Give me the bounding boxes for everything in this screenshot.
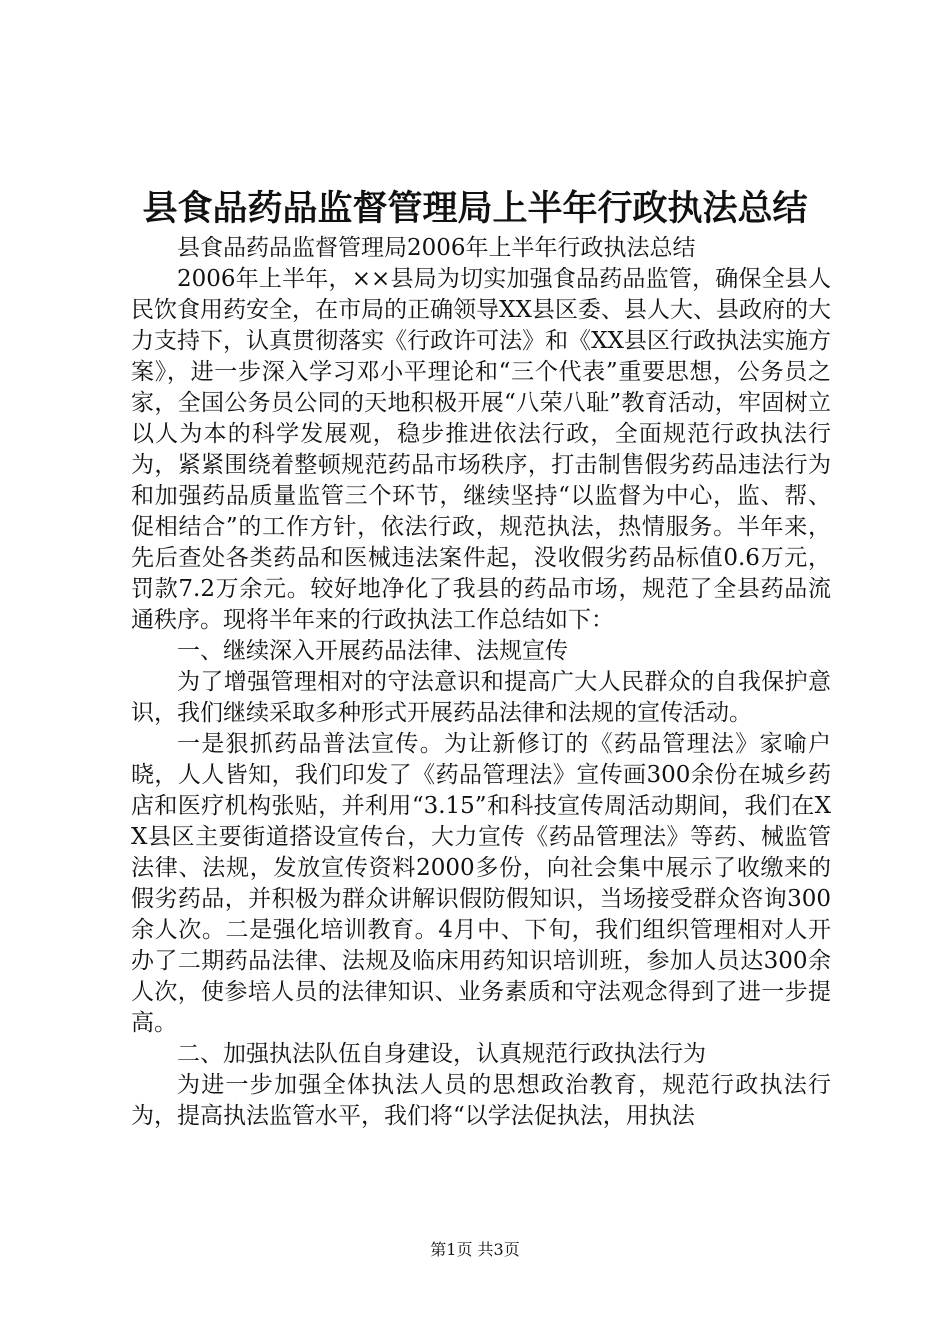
paragraph-intro: 2006年上半年，××县局为切实加强食品药品监管，确保全县人民饮食用药安全，在市局的正确领导XX县区委、县人大、县政府的大力支持下，认真贯彻落实《行政许可法》和《XX县区行政执法实施方案》，进一步深入学习邓小平理论和“三个代表”重要思想，公务员之家，全国公务员公同的天地积极开展“八荣八耻”教育活动，牢固树立以人为本的科学发展观，稳步推进依法行政，全面规范行政执法行为，紧紧围绕着整顿规范药品市场秩序，打击制售假劣药品违法行为和加强药品质量监管三个环节，继续坚持“以监督为中心，监、帮、促相结合”的工作方针，依法行政，规范执法，热情服务。半年来，先后查处各类药品和医械违法案件起，没收假劣药品标值0.6万元，罚款7.2万余元。较好地净化了我县的药品市场，规范了全县药品流通秩序。现将半年来的行政执法工作总结如下： [131, 266, 831, 633]
page-footer: 第1页 共3页 [430, 1240, 520, 1259]
paragraph-section-1-detail: 一是狠抓药品普法宣传。为让新修订的《药品管理法》家喻户晓，人人皆知，我们印发了《药品管理法》宣传画300余份在城乡药店和医疗机构张贴，并利用“3.15”和科技宣传周活动期间，我们在XX县区主要街道搭设宣传台，大力宣传《药品管理法》等药、械监管法律、法规，发放宣传资料2000多份，向社会集中展示了收缴来的假劣药品，并积极为群众讲解识假防假知识，当场接受群众咨询300余人次。二是强化培训教育。4月中、下旬，我们组织管理相对人开办了二期药品法律、法规及临床用药知识培训班，参加人员达300余人次，使参培人员的法律知识、业务素质和守法观念得到了进一步提高。 [131, 731, 831, 1036]
document-title: 县食品药品监督管理局上半年行政执法总结 [142, 188, 808, 229]
paragraph-subtitle: 县食品药品监督管理局2006年上半年行政执法总结 [177, 235, 696, 261]
section-heading-2: 二、加强执法队伍自身建设，认真规范行政执法行为 [177, 1041, 706, 1067]
paragraph-section-2-intro: 为进一步加强全体执法人员的思想政治教育，规范行政执法行为，提高执法监管水平，我们将“以学法促执法，用执法 [131, 1072, 831, 1129]
section-heading-1: 一、继续深入开展药品法律、法规宣传 [177, 638, 568, 664]
document-body [131, 233, 831, 1132]
paragraph-section-1-intro: 为了增强管理相对的守法意识和提高广大人民群众的自我保护意识，我们继续采取多种形式开展药品法律和法规的宣传活动。 [131, 669, 831, 726]
